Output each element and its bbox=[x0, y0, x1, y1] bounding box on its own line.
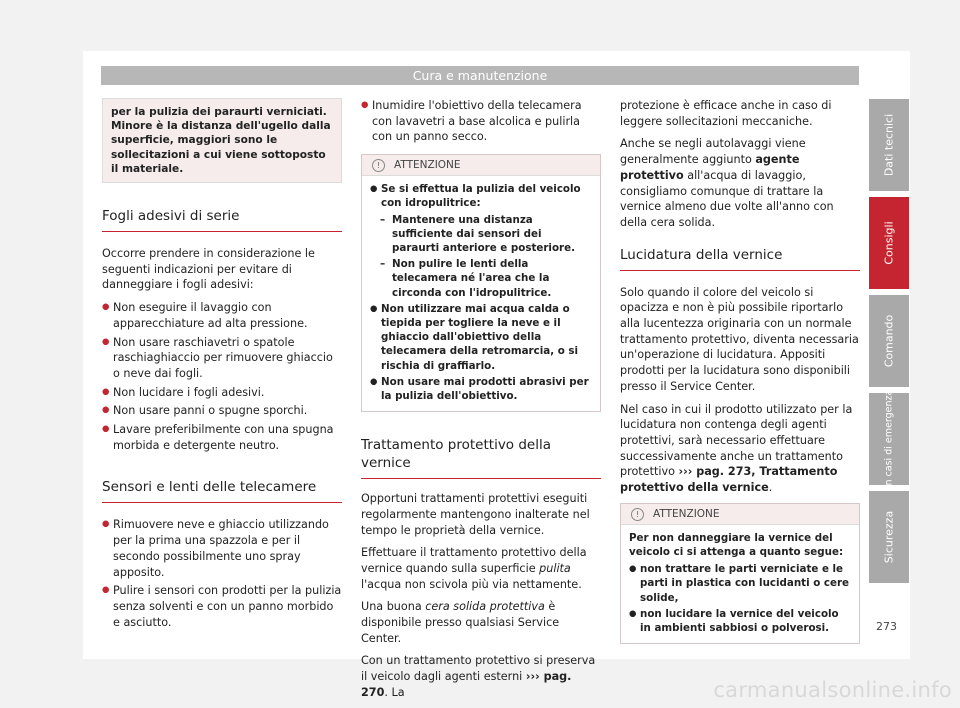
warning-body bbox=[621, 525, 859, 643]
paragraph: Una buona cera solida protettiva è disponibile presso qualsiasi Service Center. bbox=[361, 600, 560, 645]
warning-icon: ! bbox=[631, 508, 644, 521]
warning-item: ● Se si effettua la pulizia del veicolo con idropulitrice: bbox=[370, 182, 592, 210]
warning-box bbox=[620, 503, 860, 644]
list-item: ● Non usare raschiavetri o spatole raschiaghiaccio per rimuovere ghiaccio o neve dai fogli. bbox=[102, 335, 342, 382]
warning-title: ATTENZIONE bbox=[394, 159, 461, 172]
list-item: ● Non usare panni o spugne sporchi. bbox=[102, 403, 342, 419]
section-title-sensori: Sensori e lenti delle telecamere bbox=[102, 478, 342, 503]
tab-comando[interactable]: Comando bbox=[869, 295, 909, 387]
warning-intro: Per non danneggiare la vernice del veicolo ci si attenga a quanto segue: bbox=[629, 531, 844, 558]
page-reference-link[interactable]: ››› pag. 270 bbox=[361, 670, 572, 699]
paragraph: protezione è efficace anche in caso di leggere sollecitazioni meccaniche. bbox=[620, 99, 832, 128]
list-item: ● Pulire i sensori con prodotti per la pulizia senza solventi e con un panno morbido e asciutto. bbox=[102, 583, 342, 630]
tab-dati-tecnici[interactable]: Dati tecnici bbox=[869, 99, 909, 191]
warning-subitem: – Mantenere una distanza sufficiente dai sensori dei paraurti anteriore e posteriore. bbox=[370, 213, 592, 256]
warning-item: ● Non usare mai prodotti abrasivi per la pulizia dell'obiettivo. bbox=[370, 375, 592, 403]
warning-item: ● non lucidare la vernice del veicolo in ambienti sabbiosi o polverosi. bbox=[629, 607, 851, 635]
page-number: 273 bbox=[876, 620, 897, 633]
section-title-lucidatura: Lucidatura della vernice bbox=[620, 246, 860, 271]
column-2 bbox=[361, 98, 601, 708]
list-item: ● Lavare preferibilmente con una spugna morbida e detergente neutro. bbox=[102, 422, 342, 453]
warning-icon: ! bbox=[372, 159, 385, 172]
column-1 bbox=[102, 98, 342, 633]
watermark: carmanualsonline.info bbox=[713, 678, 952, 702]
list-item: ● Non lucidare i fogli adesivi. bbox=[102, 385, 342, 401]
warning-subitem: – Non pulire le lenti della telecamera né l'area che la circonda con l'idropulitrice. bbox=[370, 257, 592, 300]
column-3 bbox=[620, 98, 860, 644]
paragraph: Solo quando il colore del veicolo si opacizza e non è più possibile riportarlo alla lucentezza originaria con un normale trattamento protettivo, diventa necessaria un'operazione di lucidatura. Appositi prodotti per la lucidatura sono disponibili presso il Service Center. bbox=[620, 285, 859, 393]
warning-box bbox=[361, 154, 601, 412]
list-item: ● Non eseguire il lavaggio con apparecchiature ad alta pressione. bbox=[102, 300, 342, 331]
paragraph: Con un trattamento protettivo si preserva il veicolo dagli agenti esterni ››› pag. 270. La bbox=[361, 654, 596, 699]
warning-header bbox=[362, 155, 600, 176]
paragraph: Nel caso in cui il prodotto utilizzato per la lucidatura non contenga degli agenti protettivi, sarà necessario effettuare successivamente anche un trattamento protettivo ››› pag. 273, Trattamento protettivo della vernice. bbox=[620, 402, 853, 495]
section-title-fogli: Fogli adesivi di serie bbox=[102, 207, 342, 232]
fogli-intro: Occorre prendere in considerazione le seguenti indicazioni per evitare di danneggiare i fogli adesivi: bbox=[102, 247, 315, 292]
tab-consigli[interactable]: Consigli bbox=[869, 197, 909, 289]
paragraph: Anche se negli autolavaggi viene generalmente aggiunto agente protettivo all'acqua di lavaggio, consigliamo comunque di trattare la vernice almeno due volte all'anno con della cera solida. bbox=[620, 137, 834, 229]
page-header: Cura e manutenzione bbox=[101, 66, 859, 85]
warning-title: ATTENZIONE bbox=[653, 507, 720, 520]
list-item: ● Inumidire l'obiettivo della telecamera con lavavetri a base alcolica e pulirla con un panno secco. bbox=[361, 98, 601, 145]
warning-item: ● Non utilizzare mai acqua calda o tiepida per togliere la neve e il ghiaccio dall'obiettivo della telecamera della retromarcia, o si rischia di graffiarlo. bbox=[370, 302, 592, 373]
tab-emergenza[interactable]: In casi di emergenza bbox=[869, 393, 909, 485]
warning-body bbox=[362, 176, 600, 411]
warning-item: ● non trattare le parti verniciate e le parti in plastica con lucidanti o cere solide, bbox=[629, 562, 851, 605]
tab-sicurezza[interactable]: Sicurezza bbox=[869, 491, 909, 583]
list-item: ● Rimuovere neve e ghiaccio utilizzando per la prima una spazzola e per il secondo possibilmente uno spray apposito. bbox=[102, 517, 342, 580]
warning-header bbox=[621, 504, 859, 525]
paragraph: Effettuare il trattamento protettivo della vernice quando sulla superficie pulita l'acqua non scivola più via nettamente. bbox=[361, 546, 587, 591]
intro-box: per la pulizia dei paraurti verniciati. Minore è la distanza dell'ugello dalla superficie, maggiori sono le sollecitazioni a cui viene sottoposto il materiale. bbox=[102, 98, 342, 183]
paragraph: Opportuni trattamenti protettivi eseguiti regolarmente mantengono inalterate nel tempo le proprietà della vernice. bbox=[361, 492, 590, 537]
page-reference-link[interactable]: ››› pag. 273, Trattamento protettivo della vernice bbox=[620, 465, 838, 495]
section-title-trattamento: Trattamento protettivo della vernice bbox=[361, 436, 601, 479]
